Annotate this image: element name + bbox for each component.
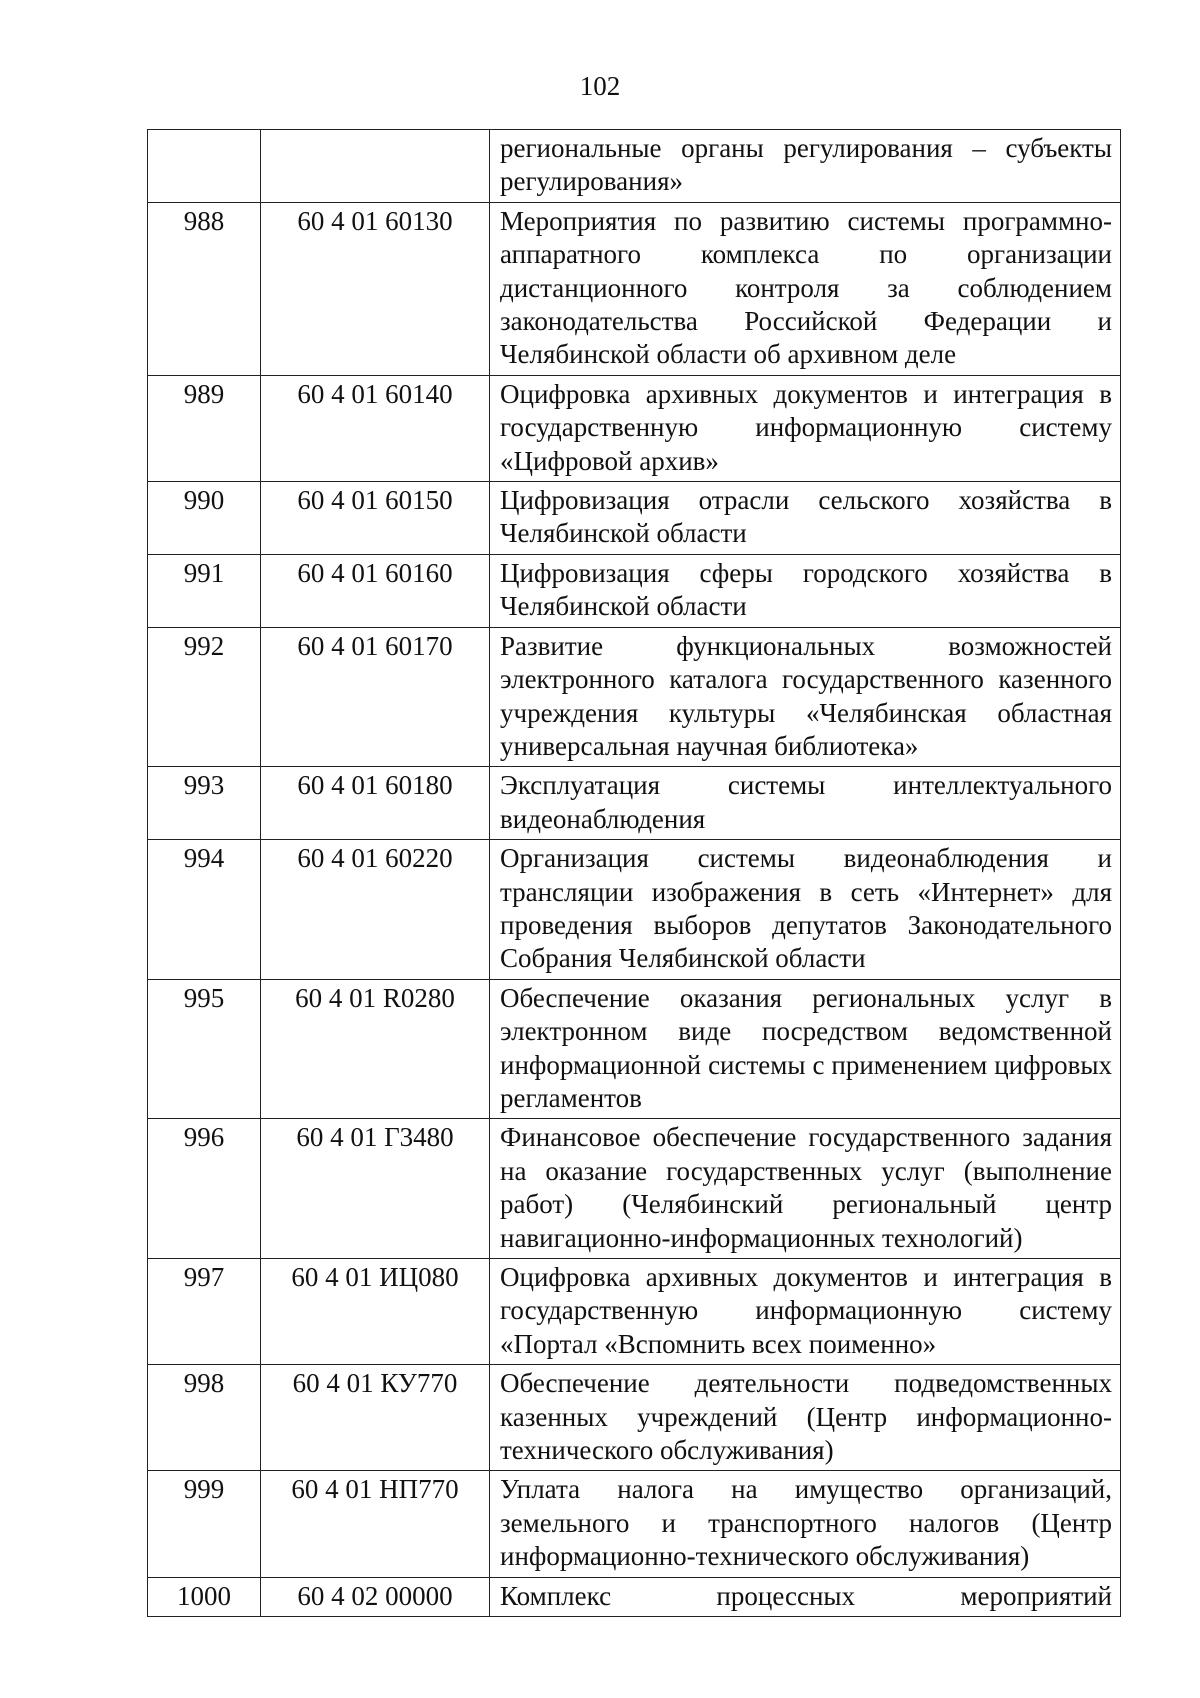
row-code-cell: 60 4 01 60170 bbox=[261, 627, 490, 767]
table-row bbox=[148, 554, 1121, 627]
row-number-cell: 997 bbox=[148, 1259, 261, 1365]
row-code-cell: 60 4 02 00000 bbox=[261, 1577, 490, 1616]
row-description-cell: Оцифровка архивных документов и интеграция в государственную информационную систему «Цифровой архив» bbox=[490, 375, 1121, 481]
row-number-cell: 1000 bbox=[148, 1577, 261, 1616]
row-description-cell: Цифровизация сферы городского хозяйства в Челябинской области bbox=[490, 554, 1121, 627]
row-description-cell: Мероприятия по развитию системы программно-аппаратного комплекса по организации дистанционного контроля за соблюдением законодательства Российской Федерации и Челябинской области об архивном деле bbox=[490, 202, 1121, 375]
row-number-cell: 999 bbox=[148, 1471, 261, 1577]
row-description-cell: региональные органы регулирования – субъекты регулирования» bbox=[490, 130, 1121, 203]
row-number-cell: 991 bbox=[148, 554, 261, 627]
row-description-cell: Цифровизация отрасли сельского хозяйства в Челябинской области bbox=[490, 482, 1121, 555]
table-row bbox=[148, 1471, 1121, 1577]
row-code-cell: 60 4 01 НП770 bbox=[261, 1471, 490, 1577]
row-code-cell: 60 4 01 60180 bbox=[261, 767, 490, 840]
table-row bbox=[148, 1577, 1121, 1616]
table-row bbox=[148, 1119, 1121, 1259]
row-number-cell: 993 bbox=[148, 767, 261, 840]
table-row bbox=[148, 482, 1121, 555]
row-description-cell: Обеспечение оказания региональных услуг в электронном виде посредством ведомственной информационной системы с применением цифровых регламентов bbox=[490, 979, 1121, 1119]
row-description-cell: Обеспечение деятельности подведомственных казенных учреждений (Центр информационно-технического обслуживания) bbox=[490, 1365, 1121, 1471]
table-row bbox=[148, 627, 1121, 767]
table-row bbox=[148, 767, 1121, 840]
table-row bbox=[148, 979, 1121, 1119]
row-code-cell: 60 4 01 60220 bbox=[261, 840, 490, 980]
row-code-cell: 60 4 01 Г3480 bbox=[261, 1119, 490, 1259]
table-row bbox=[148, 130, 1121, 203]
row-description-cell: Оцифровка архивных документов и интеграция в государственную информационную систему «Портал «Вспомнить всех поименно» bbox=[490, 1259, 1121, 1365]
budget-classification-table bbox=[147, 129, 1121, 1617]
row-number-cell: 988 bbox=[148, 202, 261, 375]
row-code-cell: 60 4 01 60150 bbox=[261, 482, 490, 555]
row-description-cell: Развитие функциональных возможностей электронного каталога государственного казенного учреждения культуры «Челябинская областная универсальная научная библиотека» bbox=[490, 627, 1121, 767]
row-number-cell bbox=[148, 130, 261, 203]
row-code-cell: 60 4 01 R0280 bbox=[261, 979, 490, 1119]
row-number-cell: 998 bbox=[148, 1365, 261, 1471]
row-code-cell: 60 4 01 60160 bbox=[261, 554, 490, 627]
row-description-cell: Уплата налога на имущество организаций, земельного и транспортного налогов (Центр информационно-технического обслуживания) bbox=[490, 1471, 1121, 1577]
table-row bbox=[148, 202, 1121, 375]
table-row bbox=[148, 375, 1121, 481]
page-number: 102 bbox=[579, 71, 621, 101]
table-row bbox=[148, 840, 1121, 980]
row-number-cell: 989 bbox=[148, 375, 261, 481]
row-code-cell: 60 4 01 60140 bbox=[261, 375, 490, 481]
row-code-cell: 60 4 01 ИЦ080 bbox=[261, 1259, 490, 1365]
row-description-cell: Эксплуатация системы интеллектуального видеонаблюдения bbox=[490, 767, 1121, 840]
table-row bbox=[148, 1365, 1121, 1471]
row-code-cell: 60 4 01 60130 bbox=[261, 202, 490, 375]
row-description-cell: Организация системы видеонаблюдения и трансляции изображения в сеть «Интернет» для проведения выборов депутатов Законодательного Собрания Челябинской области bbox=[490, 840, 1121, 980]
row-number-cell: 992 bbox=[148, 627, 261, 767]
table-row bbox=[148, 1259, 1121, 1365]
row-code-cell: 60 4 01 КУ770 bbox=[261, 1365, 490, 1471]
row-number-cell: 995 bbox=[148, 979, 261, 1119]
row-number-cell: 990 bbox=[148, 482, 261, 555]
row-description-cell: Финансовое обеспечение государственного задания на оказание государственных услуг (выполнение работ) (Челябинский региональный центр навигационно-информационных технологий) bbox=[490, 1119, 1121, 1259]
row-number-cell: 996 bbox=[148, 1119, 261, 1259]
row-description-cell: Комплекс процессных мероприятий bbox=[490, 1577, 1121, 1616]
row-code-cell bbox=[261, 130, 490, 203]
row-number-cell: 994 bbox=[148, 840, 261, 980]
